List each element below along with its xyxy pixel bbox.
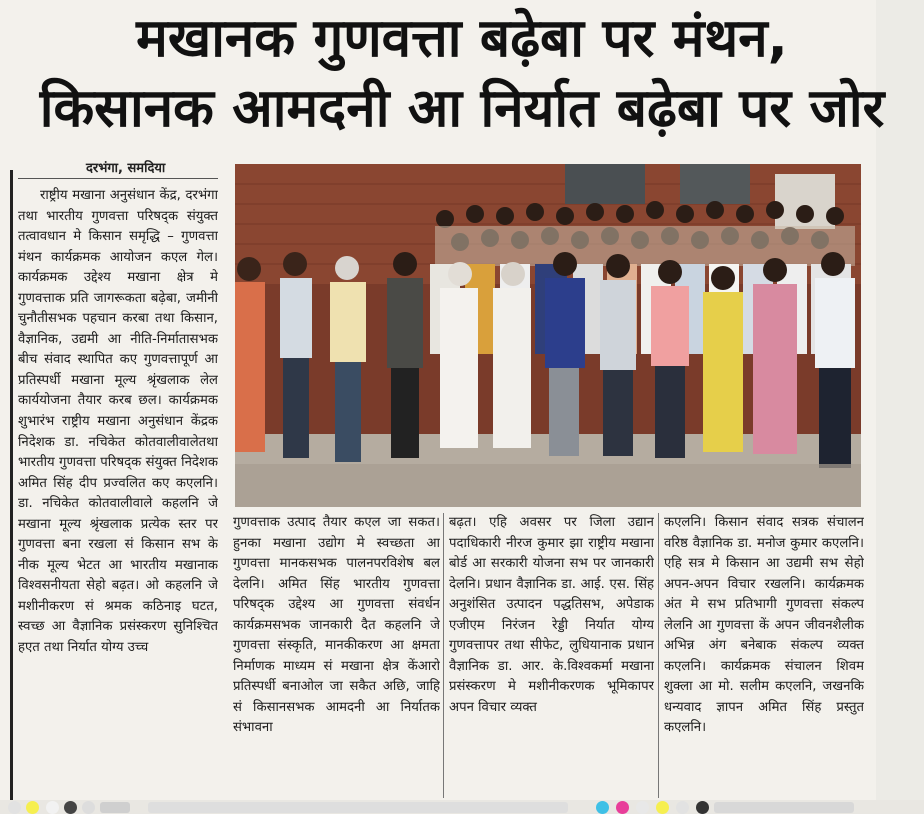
headline-text: किसानक आमदनी आ निर्यात बढ़ेबा पर जोर xyxy=(39,78,885,139)
article-paragraph-3: बढ़त। एहि अवसर पर जिला उद्यान पदाधिकारी नीरज कुमार झा राष्ट्रीय मखाना बोर्ड आ सरकारी योजना सभ पर जानकारी देलनि। प्रधान वैज्ञानिक डा. आई. एस. सिंह अनुशंसित उत्पादन पद्धतिसभ, अपेडाक एजीएम निरंजन रेड्डी निर्यात योग्य गुणवत्तापर तथा सीफेट, लुधियानाक प्रधान वैज्ञानिक डा. आर. के.विश्वकर्मा मखाना प्रसंस्करण मे मशीनीकरणक भूमिकापर अपन विचार व्यक्त xyxy=(449,515,654,715)
registration-mark xyxy=(656,801,669,814)
article-paragraph-1: राष्ट्रीय मखाना अनुसंधान केंद्र, दरभंगा तथा भारतीय गुणवत्ता परिषद्क संयुक्त तत्वावधान मे किसान समृद्धि – गुणवत्ता मंथन कार्यक्रमक आयोजन कएल गेल। कार्यक्रमक उद्देश्य मखाना क्षेत्र मे गुणवत्ताक प्रति जागरूकता बढ़ेबा, जमीनी चुनौतीसभक पहचान करबा तथा किसान, वैज्ञानिक, उद्यमी आ नीति-निर्मातासभक बीच संवाद स्थापित कए गुणवत्तापूर्ण आ प्रतिस्पर्धी मखाना मूल्य श्रृंखलाक लेल कार्ययोजना तैयार करब छल। कार्यक्रमक शुभारंभ राष्ट्रीय मखाना अनुसंधान केंद्रक निदेशक डा. नचिकेत कोतवालीवालेतथा भारतीय गुणवत्ता परिषद्क संयुक्त निदेशक अमित सिंह दीप प्रज्वलित कए कएलनि। डा. नचिकेत कोतवालीवाले कहलनि जे मखाना मूल्य श्रृंखलाक प्रत्येक स्तर पर गुणवत्ता बना रखला सं किसान सभ के नीक मूल्य भेटत आ भारतीय मखानाक विश्वसनीयता सेहो बढ़त। ओ कहलनि जे मशीनीकरण सं श्रमक कठिनाइ घटत, स्वच्छ आ वैज्ञानिक प्रसंस्करण सुनिश्चित हएत तथा निर्यात योग्य उच्च xyxy=(18,188,218,656)
registration-mark xyxy=(8,801,21,814)
registration-mark xyxy=(64,801,77,814)
group-photo-illustration xyxy=(235,164,861,507)
headline-text: मखानक गुणवत्ता बढ़ेबा पर मंथन, xyxy=(136,8,788,69)
registration-bar xyxy=(714,802,854,813)
headline-line-1 xyxy=(0,8,924,69)
registration-mark xyxy=(596,801,609,814)
registration-mark xyxy=(26,801,39,814)
dateline: दरभंगा, समदिया xyxy=(86,161,166,176)
registration-mark xyxy=(616,801,629,814)
registration-bar xyxy=(148,802,568,813)
column-rule-3 xyxy=(658,513,659,798)
registration-mark xyxy=(696,801,709,814)
group-photo xyxy=(235,164,861,507)
article-column-1 xyxy=(18,186,218,802)
headline-line-2 xyxy=(0,78,924,139)
column-rule-2 xyxy=(443,513,444,798)
article-paragraph-4: कएलनि। किसान संवाद सत्रक संचालन वरिष्ठ वैज्ञानिक डा. मनोज कुमार कएलनि। एहि सत्र मे किसान आ उद्यमी सभ सेहो अपन-अपन विचार रखलनि। कार्यक्रमक अंत मे सभ प्रतिभागी गुणवत्ता संकल्प लेलनि आ गुणवत्ता कें अपन जीवनशैलीक अभिन्न अंग बनेबाक संकल्प व्यक्त कएलनि। कार्यक्रमक संचालन शिवम शुक्ला आ मो. सलीम कएलनि, जखनकि धन्यवाद ज्ञापन अमित सिंह प्रस्तुत कएलनि। xyxy=(664,515,864,736)
article-column-3 xyxy=(449,513,654,802)
registration-mark xyxy=(46,801,59,814)
dateline-rule xyxy=(18,178,218,179)
article-paragraph-2: गुणवत्ताक उत्पाद तैयार कएल जा सकत। हुनका मखाना उद्योग मे स्वच्छता आ गुणवत्ता मानकसभक पालनपरविशेष बल देलनि। अमित सिंह भारतीय गुणवत्ता परिषद्क उद्देश्य आ गुणवत्ता संवर्धन कार्यक्रमसभक जानकारी दैत कहलनि जे गुणवत्ता संस्कृति, मानकीकरण आ क्षमता निर्माणक माध्यम सं मखाना क्षेत्र केंआरो प्रतिस्पर्धी बनाओल जा सकैत अछि, जाहि सं किसानसभक आमदनी आ निर्यातक संभावना xyxy=(233,515,440,736)
registration-mark xyxy=(82,801,95,814)
registration-mark xyxy=(636,801,649,814)
registration-bar xyxy=(100,802,130,813)
registration-mark xyxy=(676,801,689,814)
article-column-4 xyxy=(664,513,864,802)
column-rule-left xyxy=(10,170,13,800)
article-column-2 xyxy=(233,513,440,802)
